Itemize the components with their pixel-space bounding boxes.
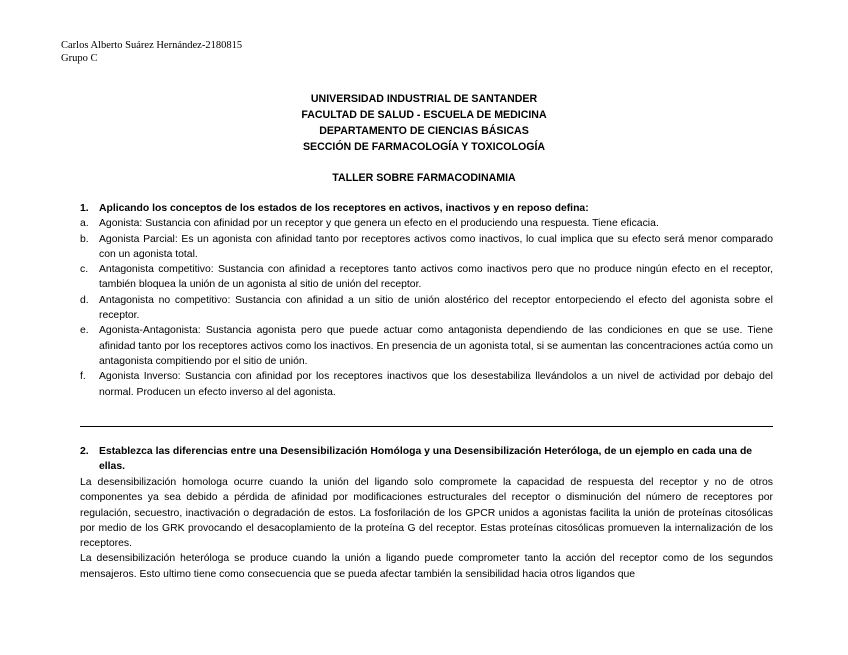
item-letter: b. [80, 233, 89, 245]
header-line-faculty: FACULTAD DE SALUD - ESCUELA DE MEDICINA [301, 109, 547, 121]
author-name: Carlos Alberto Suárez Hernández-2180815 [61, 40, 243, 51]
question-2-text: Establezca las diferencias entre una Desensibilización Homóloga y una Desensibilización Heteróloga, de un ejemplo en cada una de ellas. [99, 446, 753, 473]
author-group: Grupo C [61, 53, 98, 64]
item-text: Agonista-Antagonista: Sustancia agonista pero que puede actuar como antagonista dependiendo de las condiciones en que se use. Tiene afinidad tanto por los receptores activos como los inactivos. En presencia de un agonista total, si se aumentan las concentraciones actúa como un antagonista compitiendo por el sitio de unión. [99, 325, 773, 367]
item-text: Agonista Inverso: Sustancia con afinidad por los receptores inactivos que los desestabiliza llevándolos a un nivel de actividad por debajo del normal. Producen un efecto inverso al del agonista. [99, 371, 773, 398]
header-line-section: SECCIÓN DE FARMACOLOGÍA Y TOXICOLOGÍA [302, 141, 546, 153]
paragraph-heterologous: La desensibilización heteróloga se produce cuando la unión a ligando puede comprometer tanto la acción del receptor como de los segundos mensajeros. Esto ultimo tiene como consecuencia que se pueda afectar también la sensibilidad hacia otros ligandos que [80, 553, 773, 580]
question-1-number: 1. [80, 203, 89, 214]
header-line-university: UNIVERSIDAD INDUSTRIAL DE SANTANDER [310, 93, 538, 105]
question-1-title [80, 201, 773, 216]
item-letter: d. [80, 294, 89, 306]
item-text: Agonista: Sustancia con afinidad por un receptor y que genera un efecto en el produciendo una respuesta. Tiene eficacia. [99, 218, 659, 230]
document-title: TALLER SOBRE FARMACODINAMIA [332, 172, 516, 184]
section-divider [80, 426, 773, 427]
item-letter: a. [80, 218, 89, 230]
definition-item-e [80, 323, 773, 369]
question-2-answer [80, 475, 773, 582]
question-2-number: 2. [80, 446, 89, 457]
definition-item-b [80, 232, 773, 263]
item-letter: c. [80, 264, 89, 276]
item-text: Antagonista competitivo: Sustancia con afinidad a receptores tanto activos como inactivos pero que no produce ningún efecto en el receptor, también bloquea la unión de un agonista al sitio de unión del receptor. [99, 264, 773, 291]
question-2 [80, 444, 773, 475]
definition-item-f [80, 369, 773, 400]
header-line-department: DEPARTAMENTO DE CIENCIAS BÁSICAS [319, 125, 529, 137]
institution-header [0, 91, 848, 155]
question-1 [80, 201, 773, 400]
question-2-title [80, 444, 773, 475]
definition-item-a [80, 216, 773, 231]
author-block [61, 39, 242, 65]
item-text: Antagonista no competitivo: Sustancia con afinidad a un sitio de unión alostérico del receptor entorpeciendo el efecto del agonista sobre el receptor. [99, 294, 773, 322]
definition-item-d [80, 293, 773, 324]
question-1-text: Aplicando los conceptos de los estados de los receptores en activos, inactivos y en reposo defina: [99, 203, 589, 214]
item-letter: e. [80, 325, 89, 337]
paragraph-homologous: La desensibilización homologa ocurre cuando la unión del ligando solo compromete la capacidad de respuesta del receptor y no de otros componentes ya sea debido a pérdida de afinidad por modificaciones estructurales del receptor o disminución del número de receptores por regulación, secuestro, inactivación o degradación de estos. La fosforilación de los GPCR unidos a agonistas facilita la unión de proteínas citosólicas por medio de los GRK provocando el desacoplamiento de la proteína G del receptor. Estas proteínas citosólicas promueven la internalización de los receptores. [80, 477, 773, 550]
item-letter: f. [80, 371, 86, 383]
definition-item-c [80, 262, 773, 293]
item-text: Agonista Parcial: Es un agonista con afinidad tanto por receptores activos como inactivos, lo cual implica que su efecto será menor comparado con un agonista total. [99, 233, 773, 260]
